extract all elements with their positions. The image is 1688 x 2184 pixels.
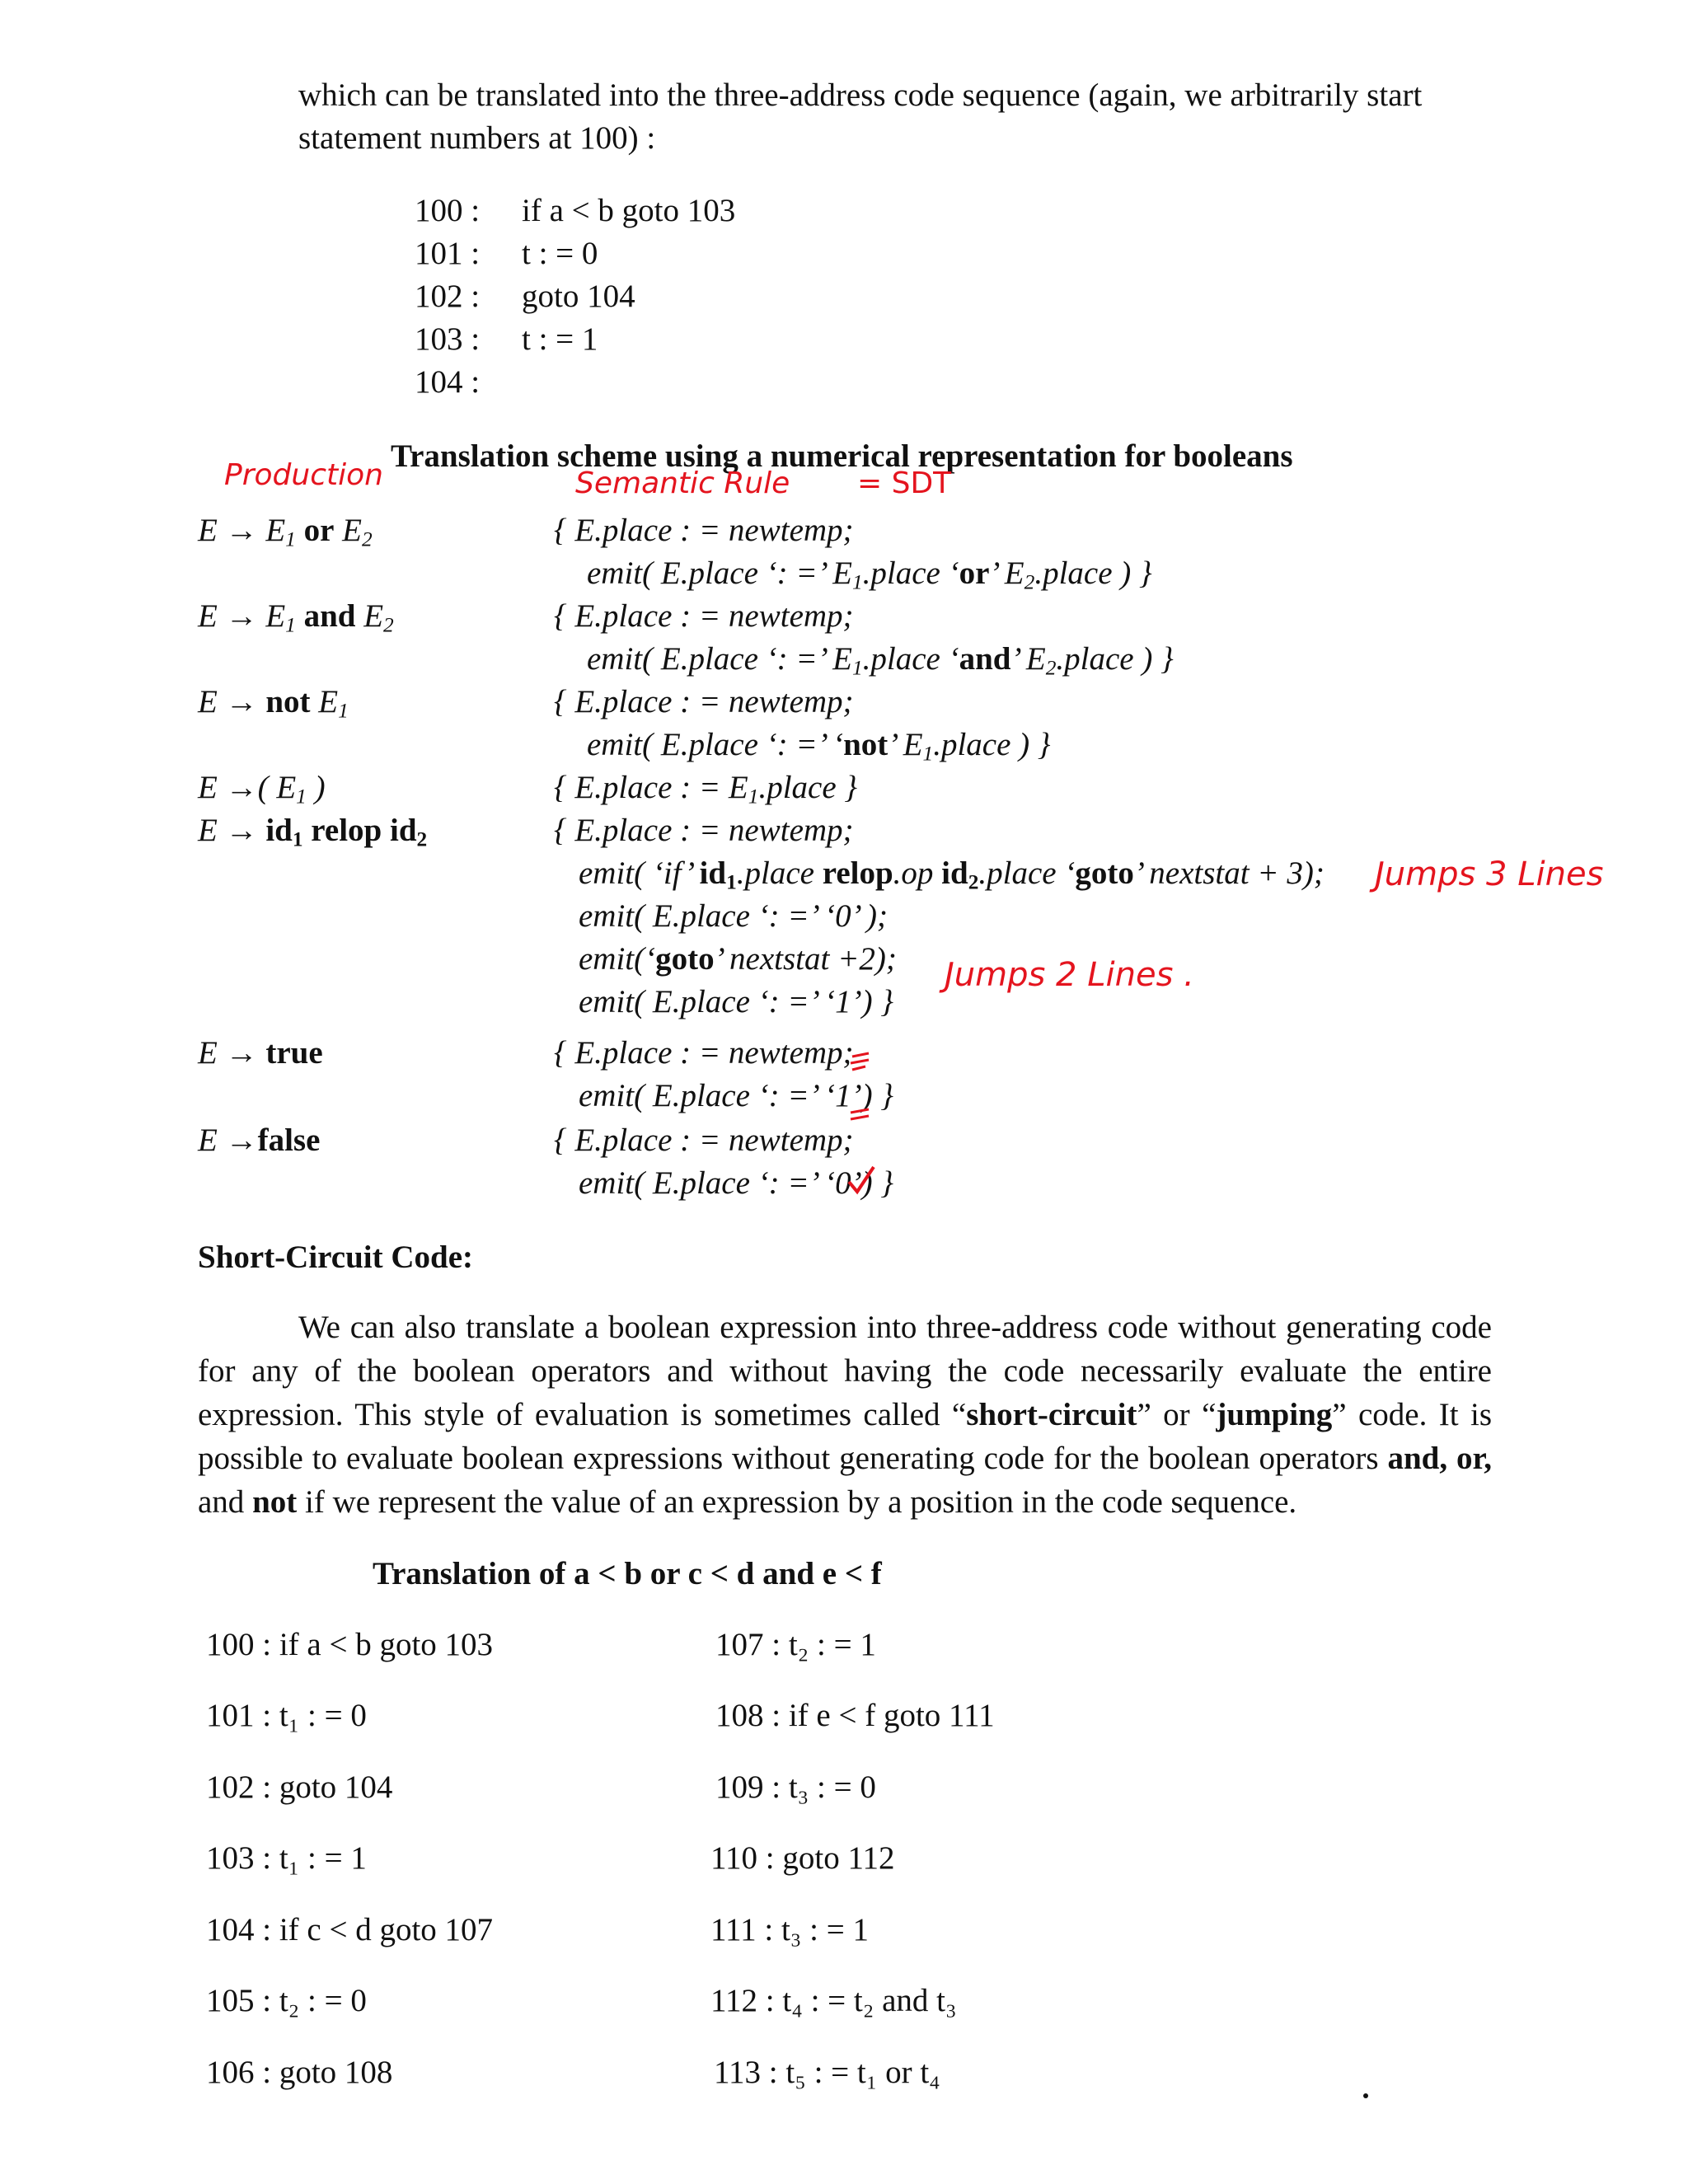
intro-line-2: statement numbers at 100) : [298,120,656,156]
production-false: E →false [198,1122,321,1158]
code2-line: 108 : if e < f goto 111 [715,1698,995,1733]
rule-false-1: { E.place : = newtemp; [554,1122,854,1158]
code1-stmt: t : = 0 [522,236,598,271]
rule-not-2: emit( E.place ‘: =’ ‘not’ $E_1.place$ ) } [587,727,1051,766]
code1-row [415,275,635,318]
rule-true-2: emit( E.place ‘: =’ ‘1’) } [579,1078,893,1113]
code1-num: 100 : [415,193,481,228]
production-true: E → true [198,1035,323,1071]
production-or: $E \to E_1$ or $E_2$ [198,513,373,551]
red-underline-marks [841,1052,890,1142]
rule-or-1: { E.place : = newtemp; [554,513,854,548]
rule-relop-1: { E.place : = newtemp; [554,813,854,848]
code2-line: 109 : t₃ : = 0 [715,1769,876,1805]
code2-line: 103 : t₁ : = 1 [206,1840,367,1876]
annotation-sdt: = SDT [857,466,952,500]
code1-stmt: goto 104 [522,279,635,314]
check-mark-icon [846,1164,879,1197]
rule-true-1: { E.place : = newtemp; [554,1035,854,1071]
code2-line: 113 : t₅ : = t₁ or t₄ [714,2055,940,2090]
code1-row [415,190,735,232]
code2-line: 106 : goto 108 [206,2055,393,2090]
rule-false-2: emit( E.place ‘: =’ ‘0’) } [579,1165,893,1201]
code1-stmt: t : = 1 [522,321,598,357]
rule-paren: { E.place : = $E_1.place$ } [554,770,857,808]
code1-row [415,318,598,361]
short-circuit-paragraph: We can also translate a boolean expression into three-address code without generating code for any of the boolean operators and without having the code necessarily evaluate the entire expression. This style of evaluation is sometimes called “short-circuit” or “jumping” code. It is possible to evaluate boolean expressions without generating code for the boolean operators and, or, and not if we represent the value of an expression by a position in the code sequence. [198,1310,1493,1520]
code1-row [415,361,522,404]
production-paren: E →( $E_1$ ) [198,770,326,808]
intro-line-1: which can be translated into the three-address code sequence (again, we arbitrarily start [298,77,1423,113]
translation-title: Translation of a < b or c < d and e < f [373,1556,882,1591]
short-circuit-heading: Short-Circuit Code: [198,1240,473,1275]
code1-num: 101 : [415,236,481,271]
rule-relop-4: emit(‘goto’ nextstat +2); [579,941,897,977]
code2-line: 102 : goto 104 [206,1769,393,1805]
production-not: E → not $E_1$ [198,684,349,723]
code1-row [415,232,598,275]
code1-num: 102 : [415,279,481,314]
rule-relop-5: emit( E.place ‘: =’ ‘1’) } [579,984,893,1019]
rule-relop-3: emit( E.place ‘: =’ ‘0’ ); [579,898,888,934]
code2-line: 110 : goto 112 [710,1840,895,1876]
code2-line: 112 : t₄ : = t₂ and t₃ [710,1983,957,2018]
stray-dot [1363,2093,1368,2098]
rule-and-2: emit( E.place ‘: =’ $E_1.place$ ‘and’ $E_2.place$ ) } [587,641,1174,680]
rule-or-2: emit( E.place ‘: =’ $E_1.place$ ‘or’ $E_2.place$ ) } [587,555,1152,594]
code1-num: 103 : [415,321,481,357]
scheme-title: Translation scheme using a numerical representation for booleans [391,438,1293,474]
annotation-jumps-3: Jumps 3 Lines [1375,855,1604,893]
rule-and-1: { E.place : = newtemp; [554,598,854,634]
code2-line: 104 : if c < d goto 107 [206,1912,494,1947]
annotation-production: Production [224,458,383,492]
production-and: $E \to E_1$ and $E_2$ [198,598,394,637]
annotation-jumps-2: Jumps 2 Lines . [945,956,1194,994]
code2-line: 111 : t₃ : = 1 [710,1912,869,1947]
code2-line: 100 : if a < b goto 103 [206,1627,494,1662]
code1-num: 104 : [415,364,481,400]
production-relop: $E \to id_1$ relop $id_2$ [198,813,428,851]
rule-relop-2: emit( ‘if’ $id_1.place$ relop.op $id_2.place$ ‘goto’ nextstat + 3); [579,855,1325,894]
rule-not-1: { E.place : = newtemp; [554,684,854,719]
annotation-semantic-rule: Semantic Rule [575,466,790,500]
code2-line: 101 : t₁ : = 0 [206,1698,367,1733]
code1-stmt: if a < b goto 103 [522,193,736,228]
code2-line: 105 : t₂ : = 0 [206,1983,367,2018]
code2-line: 107 : t₂ : = 1 [715,1627,876,1662]
